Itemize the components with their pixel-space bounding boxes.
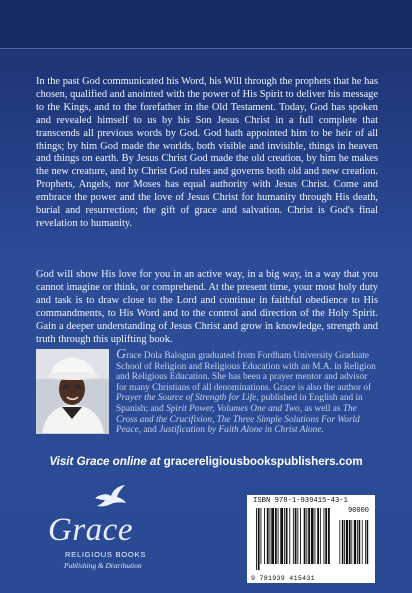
barcode-bar [280,508,283,564]
barcode-bar [300,508,301,564]
barcode-bar [346,520,348,564]
barcode-bar [289,508,290,564]
author-photo [36,349,109,434]
barcode-bar [325,508,327,564]
barcode-bar [264,508,265,564]
barcode-bar [284,508,285,564]
barcode-bar [362,520,363,564]
top-band [0,0,412,49]
barcode-bar [349,520,351,564]
barcode-bar [342,520,344,564]
blurb-paragraph-2: God will show His love for you in an active way, in a big way, in a way that you cannot imagine or think, or comprehend. At the present time, your most holy duty and task is to draw close to the Lord and continue in faithful obedience to His commandments, to His Word and to the control and direction of the Holy Spirit. Gain a deeper understanding of Jesus Christ and grow in knowledge, strength and truth through this uplifting book. [36,269,378,345]
barcode-bar [367,520,369,564]
barcode-bar [297,508,298,564]
logo-tagline: Publishing & Distribution [64,561,142,570]
website-prefix: Visit Grace online at [49,455,161,468]
website-url[interactable]: gracereligiousbookspublishers.com [163,455,363,468]
barcode-bar [339,520,340,564]
bio-book-title-1: Prayer the Source of Strength for Life [116,393,257,404]
barcode-bar [261,508,262,564]
bio-text-mid-2: , as well as [299,403,343,414]
barcode-bar [308,508,310,564]
bio-book-title-2: Spirit Power, Volumes One and Two [166,403,300,414]
logo-wordmark: Grace [48,512,133,548]
barcode-bar [295,508,297,564]
barcode-bar [365,520,366,564]
author-bio [116,347,378,436]
dove-icon [93,484,127,510]
barcode-bar [267,508,269,564]
barcode-bar [311,508,314,564]
logo-subtitle: RELIGIOUS BOOKS [65,550,146,559]
bio-text-mid-1: , published in English and in Spanish; and [116,393,363,414]
bio-dropcap: G [116,347,127,362]
barcode-bar [306,508,307,564]
website-line [0,455,412,468]
barcode-bar [293,508,294,564]
bio-text-mid-3: and [141,425,160,436]
barcode-price-code: 90000 [347,507,369,515]
barcode-bar [351,520,352,564]
publisher-logo [38,484,188,580]
barcode-bar [270,508,271,564]
barcode-bar [317,508,319,564]
barcode-bar [278,508,279,564]
barcode-bar [328,508,330,564]
bio-book-title-4: Justification by Faith Alone in Christ Alone. [159,425,324,436]
barcode-digits: 9 781939 415431 [251,575,315,582]
barcode-bar [357,520,358,564]
barcode-bar [315,508,316,564]
blurb-paragraph-1: In the past God communicated his Word, his Will through the prophets that he has chosen, qualified and anointed with the power of His Spirit to deliver his message to the Kings, and to the forefather in the Old Testament. Today, God has spoken and revealed himself to us by his Son Jesus Christ in a full complete that transcends all previous words by God. God hath appointed him to be heir of all things; by him God made the worlds, both visible and invisible, things in heaven and things on earth. By Jesus Christ God made the old creation, by him he makes the new creature, and by Christ God rules and governs both old and new creation. Prophets, Angels, nor Moses has equal authority with Jesus Christ. Come and embrace the power and the love of Jesus Christ for humanity through His death, burial and resurrection; the gift of grace and salvation. Christ is God's final revelation to humanity. [36,76,378,229]
barcode-bar [256,508,257,570]
barcode-bar [286,508,288,564]
bio-book-title-3: The Cross and the Crucifixion, The Three Simple Solutions For World Peace, [116,403,360,436]
barcode-bar [320,508,321,564]
barcode-bar [271,508,274,564]
barcode-bar [304,508,306,564]
barcode-bar [275,508,277,564]
barcode-bar [324,508,325,564]
barcode-bar [258,508,260,570]
barcode-bar [354,520,356,564]
isbn-barcode [247,495,375,583]
author-portrait-image [36,349,109,434]
barcode-bars [255,508,369,570]
bio-text-lead: race Dola Balogun graduated from Fordham University Graduate School of Religion and Religious Education with an M.A. in Religion and Religious Education. She has been a prayer mentor and advisor for many Christians of all denominations. Grace is also the author of [116,351,376,393]
barcode-bar [359,520,361,564]
isbn-number: ISBN 978-1-939415-43-1 [253,497,348,505]
barcode-bar [344,520,345,564]
